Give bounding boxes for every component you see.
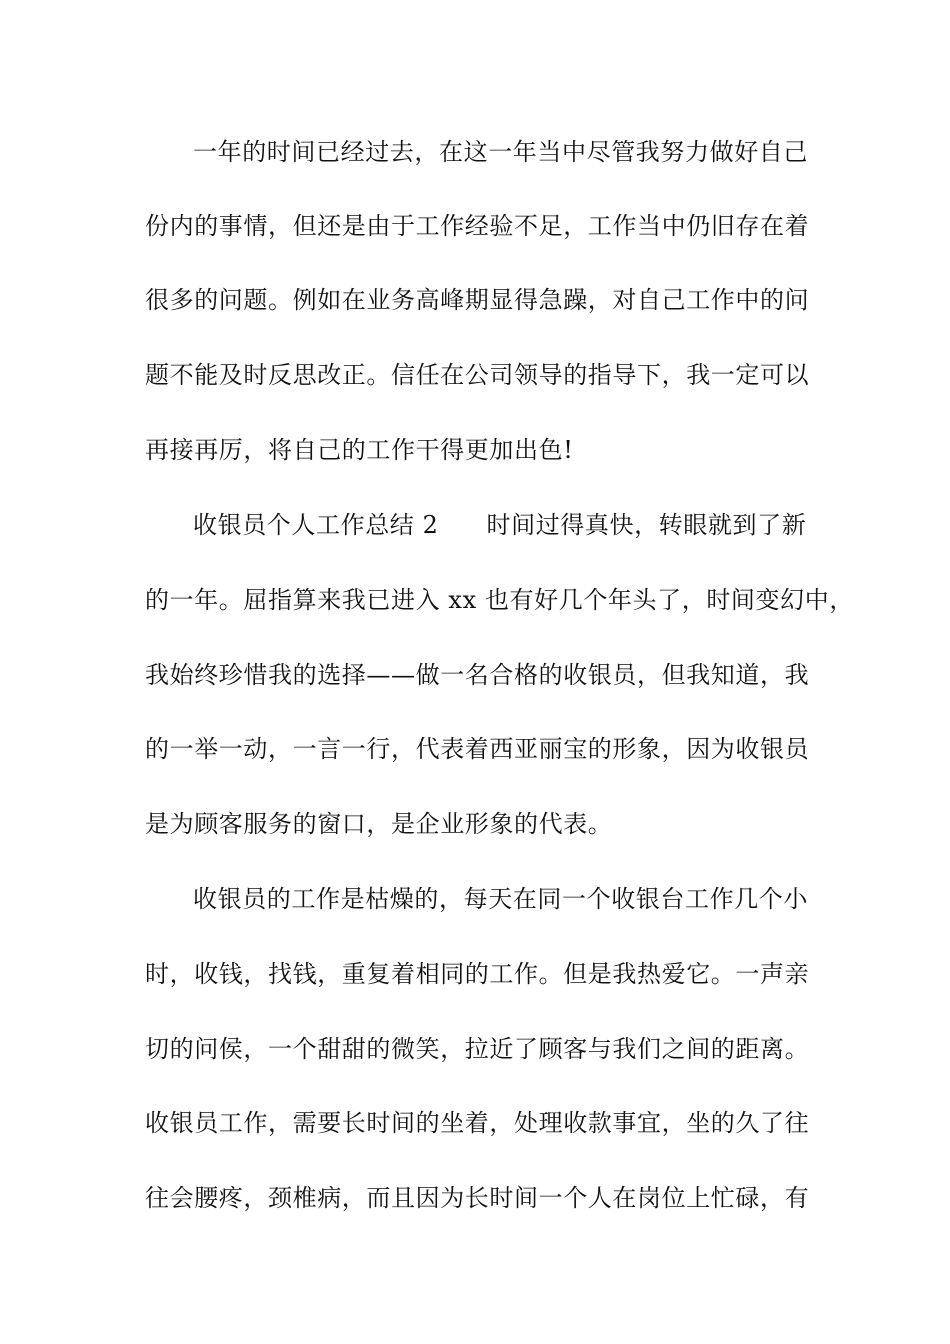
paragraph-line: 时，收钱，找钱，重复着相同的工作。但是我热爱它。一声亲 bbox=[145, 960, 810, 988]
paragraph-line: 收银员工作，需要长时间的坐着，处理收款事宜，坐的久了往 bbox=[145, 1109, 810, 1137]
paragraph-line: 的一年。屈指算来我已进入 xx 也有好几个年头了，时间变幻中， bbox=[145, 586, 854, 614]
paragraph-line: 是为顾客服务的窗口，是企业形象的代表。 bbox=[145, 810, 613, 838]
paragraph-line: 我始终珍惜我的选择——做一名合格的收银员，但我知道，我 bbox=[145, 661, 810, 689]
paragraph-line: 再接再厉，将自己的工作干得更加出色! bbox=[145, 436, 574, 464]
section-heading: 收银员个人工作总结 2 bbox=[193, 511, 439, 539]
paragraph-line: 收银员的工作是枯燥的，每天在同一个收银台工作几个小 bbox=[193, 885, 808, 913]
paragraph-line: 题不能及时反思改正。信任在公司领导的指导下，我一定可以 bbox=[145, 361, 810, 389]
paragraph-line: 的一举一动，一言一行，代表着西亚丽宝的形象，因为收银员 bbox=[145, 735, 810, 763]
paragraph-line: 很多的问题。例如在业务高峰期显得急躁，对自己工作中的问 bbox=[145, 286, 810, 314]
paragraph-line: 份内的事情，但还是由于工作经验不足，工作当中仍旧存在着 bbox=[145, 212, 810, 240]
paragraph-text: 时间过得真快，转眼就到了新 bbox=[486, 511, 807, 539]
paragraph-line: 切的问侯，一个甜甜的微笑，拉近了顾客与我们之间的距离。 bbox=[145, 1035, 810, 1063]
paragraph-line: 一年的时间已经过去，在这一年当中尽管我努力做好自己 bbox=[193, 138, 808, 166]
paragraph-line: 往会腰疼，颈椎病，而且因为长时间一个人在岗位上忙碌，有 bbox=[145, 1184, 810, 1212]
section-heading-line bbox=[193, 505, 873, 545]
